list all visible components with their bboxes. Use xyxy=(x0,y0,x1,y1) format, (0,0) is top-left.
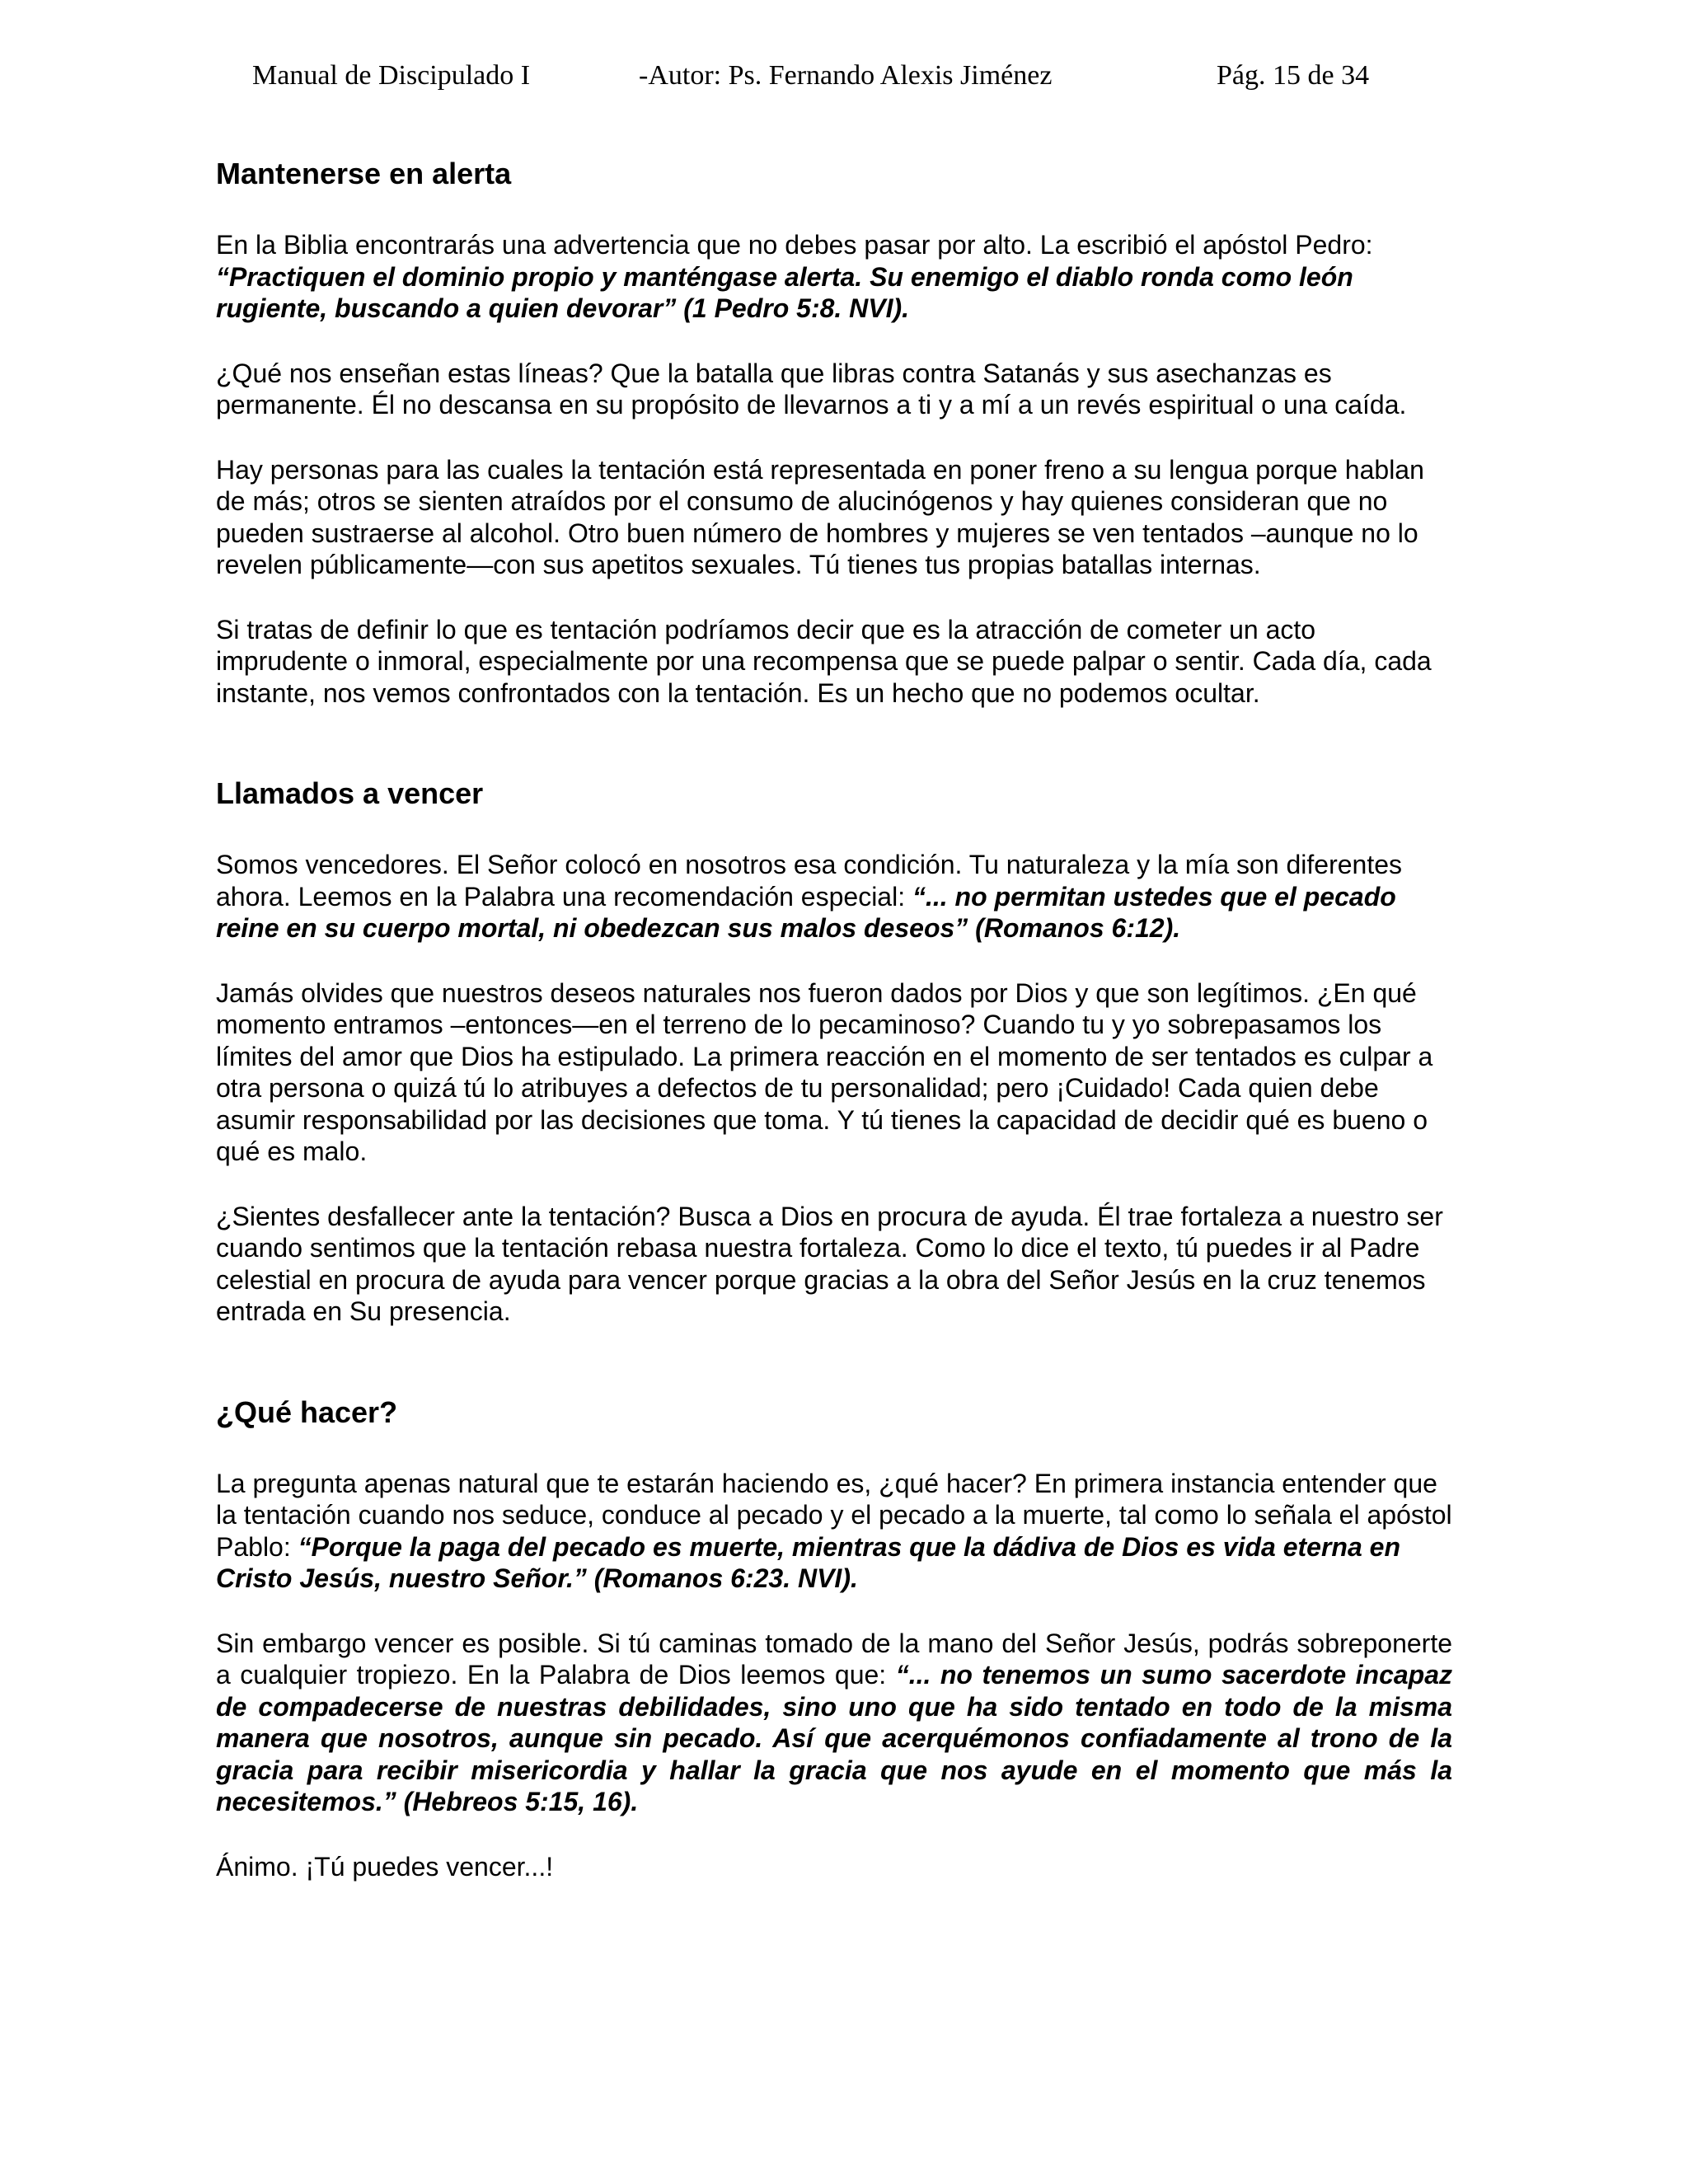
page-header xyxy=(0,58,1688,99)
paragraph: Jamás olvides que nuestros deseos naturales nos fueron dados por Dios y que son legítimos. ¿En qué momento entramos –entonces—en el terreno de lo pecaminoso? Cuando tu y yo sobrepasamos los límites del amor que Dios ha estipulado. La primera reacción en el momento de ser tentados es culpar a otra persona o quizá tú lo atribuyes a defectos de tu personalidad; pero ¡Cuidado! Cada quien debe asumir responsabilidad por las decisiones que toma. Y tú tienes la capacidad de decidir qué es bueno o qué es malo. xyxy=(216,977,1433,1166)
paragraph: ¿Sientes desfallecer ante la tentación? Busca a Dios en procura de ayuda. Él trae fortaleza a nuestro ser cuando sentimos que la tentación rebasa nuestra fortaleza. Como lo dice el texto, tú puedes ir al Padre celestial en procura de ayuda para vencer porque gracias a la obra del Señor Jesús en la cruz tenemos entrada en Su presencia. xyxy=(216,1201,1443,1326)
paragraph: ¿Qué nos enseñan estas líneas? Que la batalla que libras contra Satanás y sus asechanzas es permanente. Él no descansa en su propósito de llevarnos a ti y a mí a un revés espiritual o una caída. xyxy=(216,358,1407,419)
bible-quote: “Porque la paga del pecado es muerte, mientras que la dádiva de Dios es vida eterna en Cristo Jesús, nuestro Señor.” (Romanos 6:23. NVI). xyxy=(216,1531,1400,1593)
section-heading: Mantenerse en alerta xyxy=(216,157,512,190)
closing-line: Ánimo. ¡Tú puedes vencer...! xyxy=(216,1851,554,1882)
paragraph xyxy=(216,1468,1452,1595)
paragraph-text: Somos vencedores. El Señor colocó en nosotros esa condición. Tu naturaleza y la mía son diferentes ahora. Leemos en la Palabra una recomendación especial: xyxy=(216,850,1403,912)
header-page-number: Pág. 15 de 34 xyxy=(1217,60,1370,91)
bible-quote: “Practiquen el dominio propio y manténgase alerta. Su enemigo el diablo ronda como león rugiente, buscando a quien devorar” (1 Pedro 5:8. NVI). xyxy=(216,261,1353,323)
section-heading: ¿Qué hacer? xyxy=(216,1394,398,1429)
paragraph: Si tratas de definir lo que es tentación podríamos decir que es la atracción de cometer un acto imprudente o inmoral, especialmente por una recompensa que se puede palpar o sentir. Cada día, cada instante, nos vemos confrontados con la tentación. Es un hecho que no podemos ocultar. xyxy=(216,614,1432,708)
header-author: -Autor: Ps. Fernando Alexis Jiménez xyxy=(639,60,1053,91)
paragraph-text: Sin embargo vencer es posible. Si tú caminas tomado de la mano del Señor Jesús, podrás sobreponerte a cualquier tropiezo. En la Palabra de Dios leemos que: xyxy=(216,1628,1452,1690)
header-title: Manual de Discipulado I xyxy=(252,60,531,91)
bible-quote: “... no permitan ustedes que el pecado reine en su cuerpo mortal, ni obedezcan sus malos deseos” (Romanos 6:12). xyxy=(216,881,1396,943)
document-body xyxy=(216,155,1452,1882)
paragraph xyxy=(216,849,1452,944)
bible-quote: “... no tenemos un sumo sacerdote incapaz de compadecerse de nuestras debilidades, sino uno que ha sido tentado en todo de la misma manera que nosotros, aunque sin pecado. Así que acerquémonos confiadamente al trono de la gracia para recibir misericordia y hallar la gracia que nos ayude en el momento que más la necesitemos.” (Hebreos 5:15, 16). xyxy=(216,1660,1453,1816)
paragraph-text: En la Biblia encontrarás una advertencia que no debes pasar por alto. La escribió el apóstol Pedro: xyxy=(216,230,1373,260)
paragraph xyxy=(216,229,1452,325)
paragraph: Hay personas para las cuales la tentación está representada en poner freno a su lengua porque hablan de más; otros se sienten atraídos por el consumo de alucinógenos y hay quienes consideran que no pueden sustraerse al alcohol. Otro buen número de hombres y mujeres se ven tentados –aunque no lo revelen públicamente—con sus apetitos sexuales. Tú tienes tus propias batallas internas. xyxy=(216,454,1424,579)
paragraph xyxy=(216,1628,1452,1818)
section-heading: Llamados a vencer xyxy=(216,776,484,810)
paragraph-text: La pregunta apenas natural que te estarán haciendo es, ¿qué hacer? En primera instancia entender que la tentación cuando nos seduce, conduce al pecado y el pecado a la muerte, tal como lo señala el apóstol Pablo: xyxy=(216,1468,1452,1562)
